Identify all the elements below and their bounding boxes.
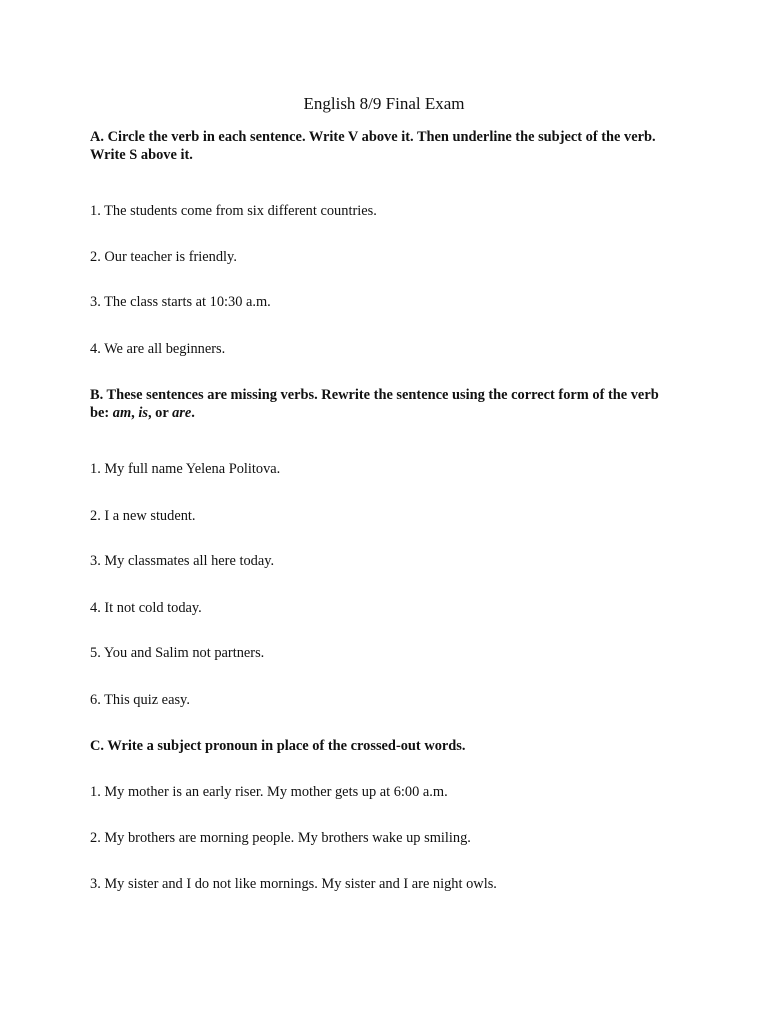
section-b-item: 5. You and Salim not partners. [90,645,265,661]
instructions-period: . [191,405,195,421]
section-c-item: 3. My sister and I do not like mornings. My sister and I are night owls. [90,876,497,892]
section-b-item: 6. This quiz easy. [90,692,190,708]
section-a-instructions: A. Circle the verb in each sentence. Write V above it. Then underline the subject of the verb. Write S above it. [90,129,656,163]
section-b-item: 3. My classmates all here today. [90,553,275,569]
section-a-item: 3. The class starts at 10:30 a.m. [90,294,271,310]
exam-title: English 8/9 Final Exam [303,94,465,113]
verb-choice-are: are [172,405,192,421]
section-c-item: 2. My brothers are morning people. My brothers wake up smiling. [90,830,471,846]
verb-choice-am: am [112,405,132,421]
section-b-instructions [90,386,670,422]
section-b-item: 2. I a new student. [90,508,196,524]
separator: , [131,405,139,421]
verb-choice-is: is [138,405,148,421]
section-c-item: 1. My mother is an early riser. My mother gets up at 6:00 a.m. [90,784,448,800]
section-a-item: 4. We are all beginners. [90,341,226,357]
section-b-item: 4. It not cold today. [90,600,202,616]
section-c-instructions: C. Write a subject pronoun in place of the crossed-out words. [90,738,466,754]
section-a-item: 2. Our teacher is friendly. [90,249,237,265]
section-b-item: 1. My full name Yelena Politova. [90,461,281,477]
section-a-item: 1. The students come from six different countries. [90,203,377,219]
section-b-instructions-lead: B. These sentences are missing verbs. Rewrite the sentence using the correct form of the verb be: [90,387,659,421]
separator: , or [147,405,173,421]
